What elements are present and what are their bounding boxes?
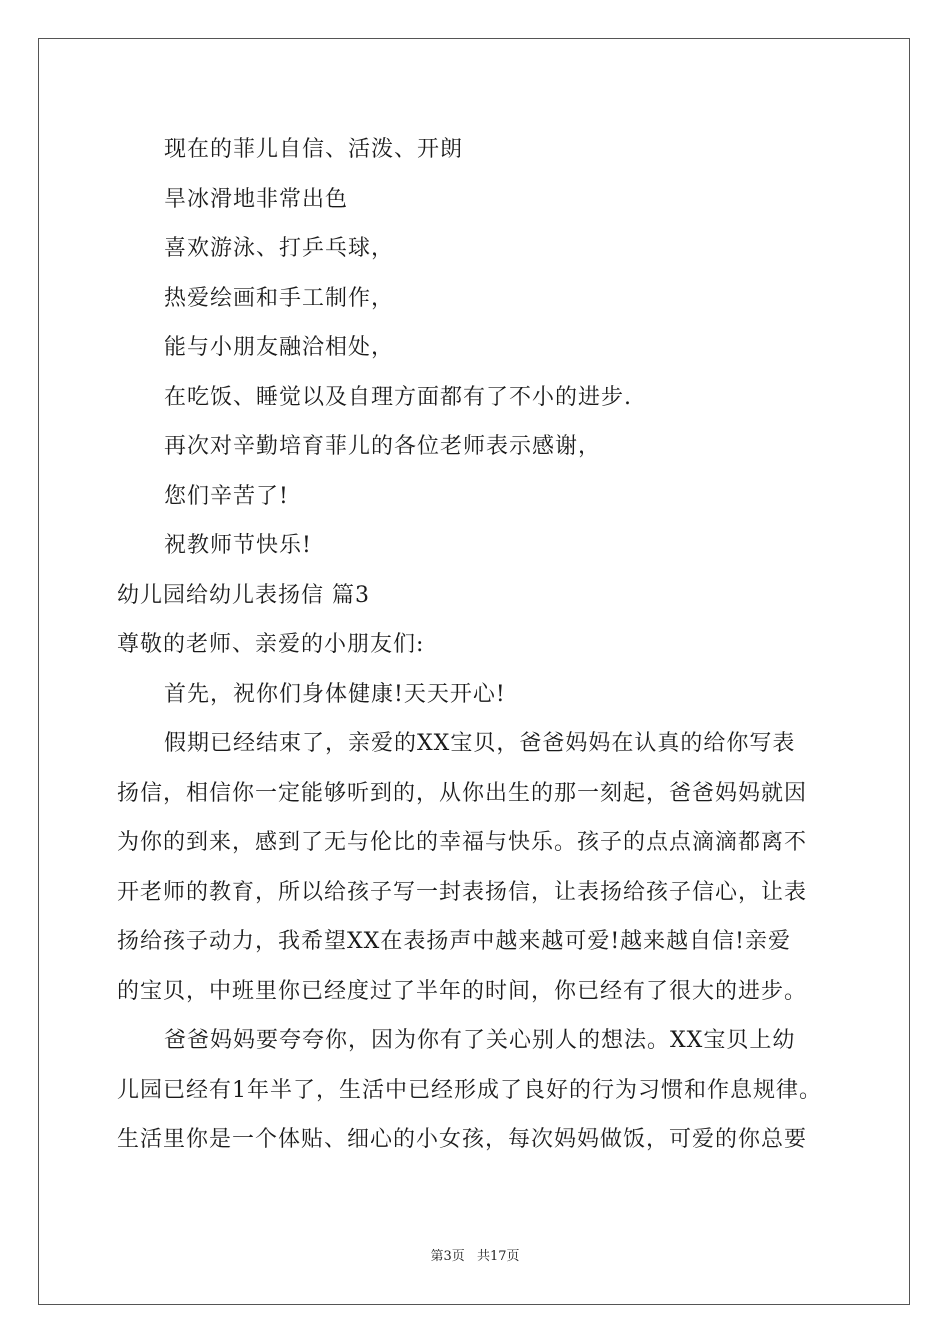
poem-line: 热爱绘画和手工制作， bbox=[164, 286, 395, 311]
page-footer bbox=[0, 1248, 950, 1266]
section-title: 幼儿园给幼儿表扬信 篇3 bbox=[117, 583, 370, 608]
poem-line: 现在的菲儿自信、活泼、开朗 bbox=[164, 137, 464, 162]
poem-line: 旱冰滑地非常出色 bbox=[164, 187, 349, 212]
paragraph-line: 的宝贝，中班里你已经度过了半年的时间，你已经有了很大的进步。 bbox=[117, 979, 808, 1004]
salutation: 尊敬的老师、亲爱的小朋友们: bbox=[117, 632, 425, 657]
paragraph-line: 生活里你是一个体贴、细心的小女孩，每次妈妈做饭，可爱的你总要 bbox=[117, 1127, 808, 1152]
poem-line: 您们辛苦了! bbox=[164, 484, 289, 509]
paragraph-line: 扬给孩子动力，我希望XX在表扬声中越来越可爱!越来越自信!亲爱 bbox=[117, 929, 792, 954]
poem-line: 在吃饭、睡觉以及自理方面都有了不小的进步. bbox=[164, 385, 632, 410]
paragraph-line: 为你的到来，感到了无与伦比的幸福与快乐。孩子的点点滴滴都离不 bbox=[117, 830, 808, 855]
greeting: 首先，祝你们身体健康!天天开心! bbox=[164, 682, 506, 707]
poem-line: 再次对辛勤培育菲儿的各位老师表示感谢， bbox=[164, 434, 602, 459]
paragraph-line: 扬信，相信你一定能够听到的，从你出生的那一刻起，爸爸妈妈就因 bbox=[117, 781, 808, 806]
page-number: 第3页 bbox=[430, 1249, 465, 1264]
poem-line: 喜欢游泳、打乒乓球， bbox=[164, 236, 395, 261]
paragraph-line: 开老师的教育，所以给孩子写一封表扬信，让表扬给孩子信心，让表 bbox=[117, 880, 808, 905]
paragraph-line: 假期已经结束了，亲爱的XX宝贝，爸爸妈妈在认真的给你写表 bbox=[164, 731, 796, 756]
paragraph-line: 儿园已经有1年半了，生活中已经形成了良好的行为习惯和作息规律。 bbox=[117, 1078, 822, 1103]
page-border bbox=[38, 38, 910, 1305]
poem-line: 能与小朋友融洽相处， bbox=[164, 335, 395, 360]
page-total: 共17页 bbox=[476, 1249, 520, 1264]
paragraph-line: 爸爸妈妈要夸夸你，因为你有了关心别人的想法。XX宝贝上幼 bbox=[164, 1028, 796, 1053]
poem-line: 祝教师节快乐! bbox=[164, 533, 312, 558]
